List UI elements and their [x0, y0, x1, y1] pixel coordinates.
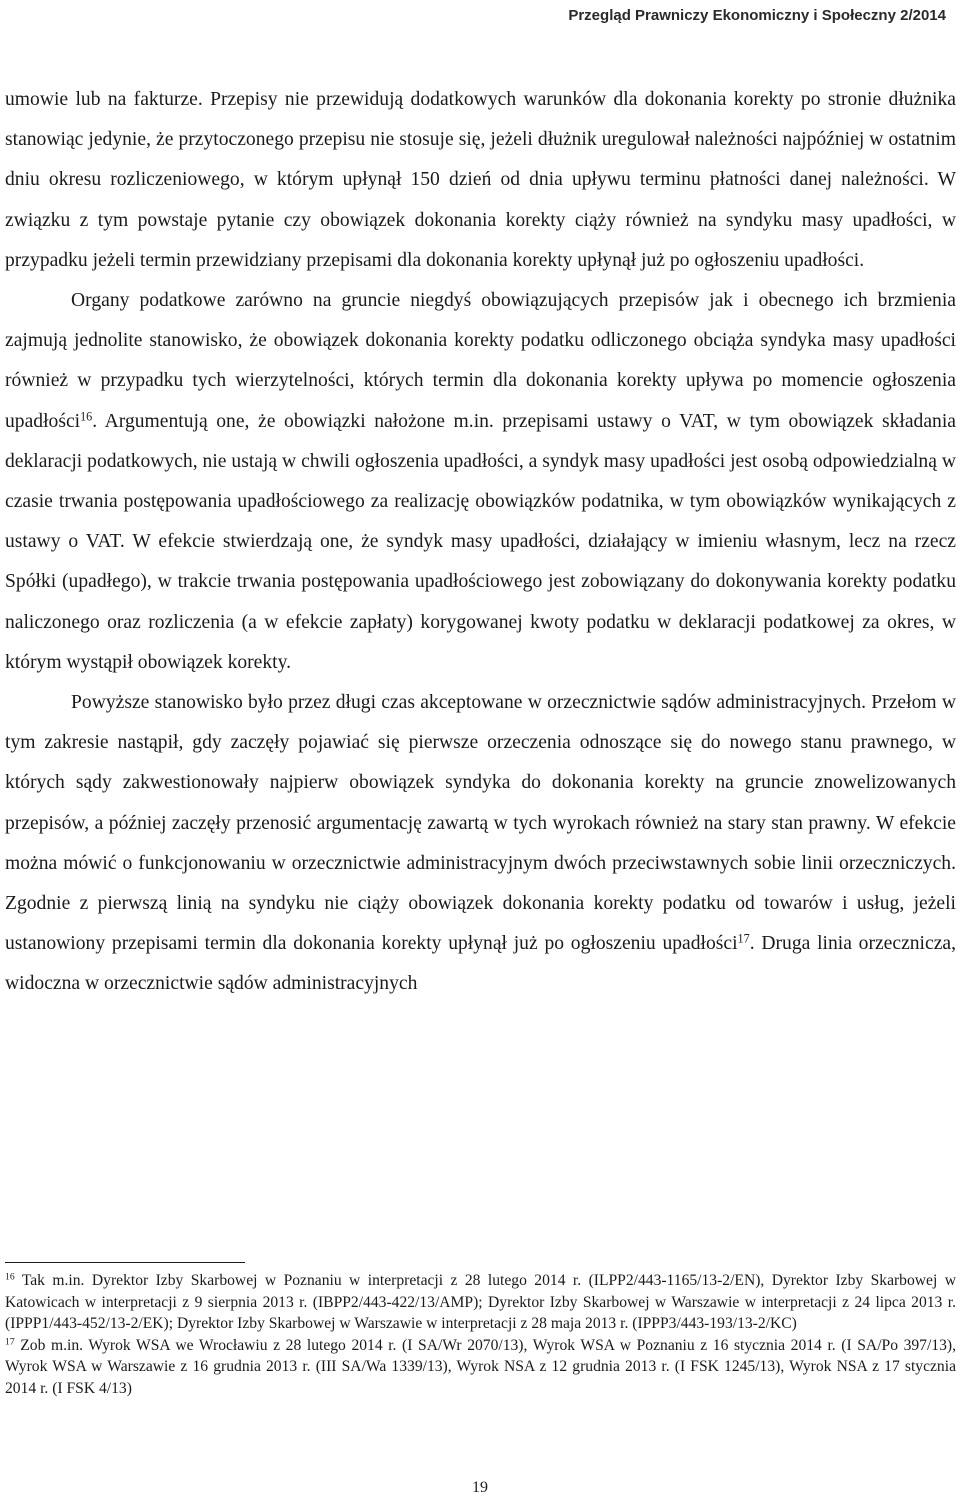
paragraph-1: [5, 80, 956, 281]
body-text: [5, 80, 956, 1005]
paragraph-3: [5, 683, 956, 1005]
footnote-16: [5, 1270, 956, 1335]
footnote-17: [5, 1335, 956, 1400]
footnote-number-16: 16: [5, 1271, 15, 1283]
footnote-separator: [5, 1262, 245, 1263]
footnote-ref-17[interactable]: 17: [737, 931, 750, 946]
footnotes: [5, 1270, 956, 1400]
footnote-number-17: 17: [5, 1336, 15, 1348]
paragraph-2-text-end: . Argumentują one, że obowiązki nałożone m.in. przepisami ustawy o VAT, w tym obowiązek składania deklaracji podatkowych, nie ustają w chwili ogłoszenia upadłości, a syndyk masy upadłości jest osobą odpowiedzialną w czasie trwania postępowania upadłościowego za realizację obowiązków podatnika, w tym obowiązków wynikających z ustawy o VAT. W efekcie stwierdzają one, że syndyk masy upadłości, działający w imieniu własnym, lecz na rzecz Spółki (upadłego), w trakcie trwania postępowania upadłościowego jest zobowiązany do dokonywania korekty podatku naliczonego oraz rozliczenia (a w efekcie zapłaty) korygowanej kwoty podatku w deklaracji podatkowej za okres, w którym wystąpił obowiązek korekty.: [5, 410, 956, 673]
footnote-ref-16[interactable]: 16: [80, 408, 93, 423]
paragraph-3-text-end: . Druga linia orzecznicza, widoczna w orzecznictwie sądów administracyjnych: [5, 933, 956, 995]
paragraph-2: [5, 281, 956, 683]
footnote-17-text: Zob m.in. Wyrok WSA we Wrocławiu z 28 lutego 2014 r. (I SA/Wr 2070/13), Wyrok WSA w Poznaniu z 16 stycznia 2014 r. (I SA/Po 397/13), Wyrok WSA w Warszawie z 16 grudnia 2013 r. (III SA/Wa 1339/13), Wyrok NSA z 12 grudnia 2013 r. (I FSK 1245/13), Wyrok NSA z 17 stycznia 2014 r. (I FSK 4/13): [5, 1336, 956, 1397]
footnote-16-text: Tak m.in. Dyrektor Izby Skarbowej w Poznaniu w interpretacji z 28 lutego 2014 r. (ILPP2/443-1165/13-2/EN), Dyrektor Izby Skarbowej w Katowicach w interpretacji z 9 sierpnia 2013 r. (IBPP2/443-422/13/AMP); Dyrektor Izby Skarbowej w Warszawie w interpretacji z 24 lipca 2013 r. (IPPP1/443-452/13-2/EK); Dyrektor Izby Skarbowej w Warszawie w interpretacji z 28 maja 2013 r. (IPPP3/443-193/13-2/KC): [5, 1272, 956, 1333]
running-header: Przegląd Prawniczy Ekonomiczny i Społeczny 2/2014: [568, 7, 946, 24]
paragraph-2-text-start: Organy podatkowe zarówno na gruncie niegdyś obowiązujących przepisów jak i obecnego ich brzmienia zajmują jednolite stanowisko, że obowiązek dokonania korekty podatku odliczonego obciąża syndyka masy upadłości również w przypadku tych wierzytelności, których termin dla dokonania korekty upływa po momencie ogłoszenia upadłości: [5, 290, 956, 432]
page-number: 19: [472, 1479, 488, 1496]
paragraph-3-text-start: Powyższe stanowisko było przez długi czas akceptowane w orzecznictwie sądów administracyjnych. Przełom w tym zakresie nastąpił, gdy zaczęły pojawiać się pierwsze orzeczenia odnoszące się do nowego stanu prawnego, w których sądy zakwestionowały najpierw obowiązek syndyka do dokonania korekty na gruncie znowelizowanych przepisów, a później zaczęły przenosić argumentację zawartą w tych wyrokach również na stary stan prawny. W efekcie można mówić o funkcjonowaniu w orzecznictwie administracyjnym dwóch przeciwstawnych sobie linii orzeczniczych. Zgodnie z pierwszą linią na syndyku nie ciąży obowiązek dokonania korekty podatku od towarów i usług, jeżeli ustanowiony przepisami termin dla dokonania korekty upłynął już po ogłoszeniu upadłości: [5, 692, 956, 955]
paragraph-1-text: umowie lub na fakturze. Przepisy nie przewidują dodatkowych warunków dla dokonania korekty po stronie dłużnika stanowiąc jedynie, że przytoczonego przepisu nie stosuje się, jeżeli dłużnik uregulował należności najpóźniej w ostatnim dniu okresu rozliczeniowego, w którym upłynął 150 dzień od dnia upływu terminu płatności danej należności. W związku z tym powstaje pytanie czy obowiązek dokonania korekty ciąży również na syndyku masy upadłości, w przypadku jeżeli termin przewidziany przepisami dla dokonania korekty upłynął już po ogłoszeniu upadłości.: [5, 89, 956, 271]
